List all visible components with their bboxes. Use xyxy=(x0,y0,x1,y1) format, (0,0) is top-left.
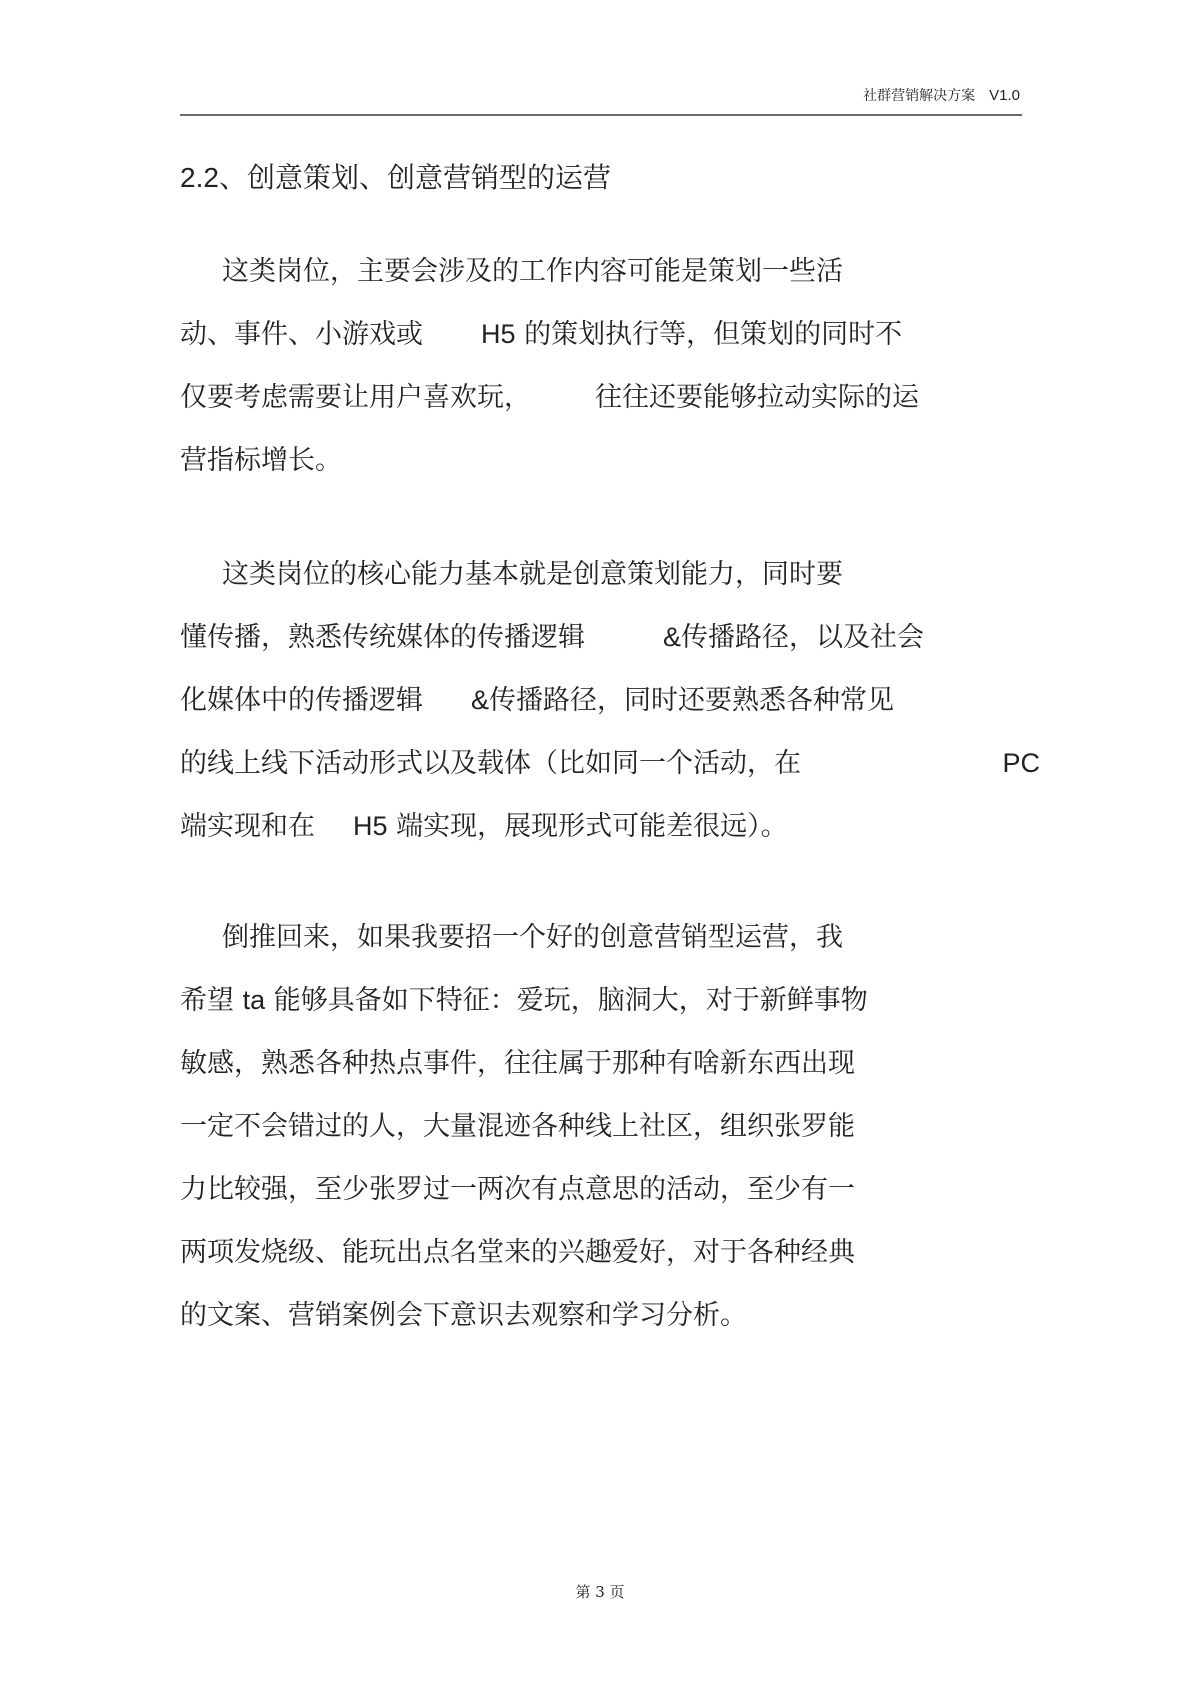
page-number: 第 3 页 xyxy=(575,1583,625,1601)
page-footer xyxy=(0,1580,1200,1604)
paragraph-3 xyxy=(180,906,1040,1347)
section-number: 2.2 xyxy=(180,162,219,193)
paragraph-line: 懂传播，熟悉传统媒体的传播逻辑 &传播路径，以及社会 xyxy=(180,622,925,653)
paragraph-line: 希望 ta 能够具备如下特征：爱玩，脑洞大，对于新鲜事物 xyxy=(180,985,868,1016)
header-version: V1.0 xyxy=(989,87,1020,104)
header-title: 社群营销解决方案 xyxy=(863,88,976,104)
paragraph-line: 化媒体中的传播逻辑 &传播路径，同时还要熟悉各种常见 xyxy=(180,685,895,716)
paragraph-line: 仅要考虑需要让用户喜欢玩， 往往还要能够拉动实际的运 xyxy=(180,382,919,413)
header-text xyxy=(863,84,1020,108)
section-title-text: 、创意策划、创意营销型的运营 xyxy=(218,161,611,194)
paragraph-line: 的文案、营销案例会下意识去观察和学习分析。 xyxy=(180,1300,747,1331)
paragraph-line: 动、事件、小游戏或 H5 的策划执行等，但策划的同时不 xyxy=(180,319,903,350)
pc-label: PC xyxy=(1002,748,1040,778)
paragraph-line: 敏感，熟悉各种热点事件，往往属于那种有啥新东西出现 xyxy=(180,1048,855,1079)
paragraph-line: 这类岗位，主要会涉及的工作内容可能是策划一些活 xyxy=(222,256,843,287)
paragraph-line: 的线上线下活动形式以及载体（比如同一个活动，在 PC xyxy=(180,732,1040,795)
section-title xyxy=(180,158,611,198)
paragraph-2 xyxy=(180,543,1040,858)
paragraph-line: 一定不会错过的人，大量混迹各种线上社区，组织张罗能 xyxy=(180,1111,855,1142)
paragraph-line: 营指标增长。 xyxy=(180,445,342,476)
paragraph-line: 倒推回来，如果我要招一个好的创意营销型运营，我 xyxy=(222,922,843,953)
paragraph-line: 端实现和在 H5 端实现，展现形式可能差很远）。 xyxy=(180,811,788,842)
paragraph-line: 这类岗位的核心能力基本就是创意策划能力，同时要 xyxy=(222,559,843,590)
paragraph-1 xyxy=(180,240,1040,492)
page-header xyxy=(180,84,1022,116)
paragraph-line: 两项发烧级、能玩出点名堂来的兴趣爱好，对于各种经典 xyxy=(180,1237,855,1268)
paragraph-line: 力比较强，至少张罗过一两次有点意思的活动，至少有一 xyxy=(180,1174,855,1205)
